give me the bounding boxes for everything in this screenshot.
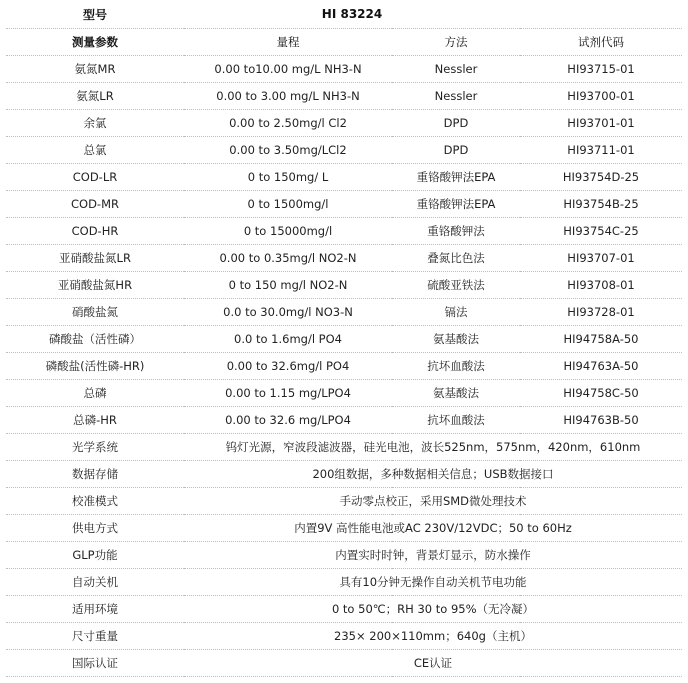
param-range: 0.00 to 0.35mg/l NO2-N: [184, 245, 392, 272]
param-range: 0.00 to10.00 mg/L NH3-N: [184, 56, 392, 83]
param-code: HI93711-01: [520, 137, 682, 164]
model-value: HI 83224: [184, 0, 520, 29]
param-name: 氨氮LR: [6, 83, 184, 110]
spec-row: [6, 542, 682, 569]
param-method: DPD: [392, 137, 520, 164]
spec-value: 手动零点校正，采用SMD微处理技术: [184, 488, 682, 515]
param-row: [6, 164, 682, 191]
model-label: 型号: [6, 0, 184, 29]
param-method: 重铬酸钾法: [392, 218, 520, 245]
param-name: 亚硝酸盐氮HR: [6, 272, 184, 299]
spec-value: CE认证: [184, 650, 682, 677]
spec-table: [6, 0, 682, 677]
spec-value: 235× 200×110mm；640g（主机）: [184, 623, 682, 650]
param-code: HI93707-01: [520, 245, 682, 272]
spec-row: [6, 569, 682, 596]
spec-row: [6, 434, 682, 461]
param-range: 0.00 to 3.50mg/LCl2: [184, 137, 392, 164]
param-code: HI93708-01: [520, 272, 682, 299]
spec-label: 自动关机: [6, 569, 184, 596]
spec-value: 内置实时时钟，背景灯显示，防水操作: [184, 542, 682, 569]
param-method: DPD: [392, 110, 520, 137]
spec-label: 尺寸重量: [6, 623, 184, 650]
spec-table-body: [6, 0, 682, 677]
spec-value: 0 to 50℃；RH 30 to 95%（无冷凝）: [184, 596, 682, 623]
param-row: [6, 137, 682, 164]
header-row: [6, 29, 682, 56]
param-method: 叠氮比色法: [392, 245, 520, 272]
spec-value: 具有10分钟无操作自动关机节电功能: [184, 569, 682, 596]
param-code: HI93715-01: [520, 56, 682, 83]
header-reagent: 试剂代码: [520, 29, 682, 56]
header-range: 量程: [184, 29, 392, 56]
param-row: [6, 353, 682, 380]
spec-row: [6, 650, 682, 677]
param-range: 0.0 to 1.6mg/l PO4: [184, 326, 392, 353]
param-method: Nessler: [392, 83, 520, 110]
param-range: 0 to 1500mg/l: [184, 191, 392, 218]
param-method: 氨基酸法: [392, 380, 520, 407]
param-row: [6, 407, 682, 434]
param-range: 0 to 150mg/ L: [184, 164, 392, 191]
param-row: [6, 299, 682, 326]
param-name: 总氯: [6, 137, 184, 164]
param-code: HI94758A-50: [520, 326, 682, 353]
param-row: [6, 380, 682, 407]
param-method: 抗坏血酸法: [392, 353, 520, 380]
param-code: HI94763A-50: [520, 353, 682, 380]
spec-label: 数据存储: [6, 461, 184, 488]
param-method: 氨基酸法: [392, 326, 520, 353]
param-row: [6, 245, 682, 272]
param-name: 磷酸盐(活性磷-HR): [6, 353, 184, 380]
model-row: [6, 0, 682, 29]
param-range: 0.0 to 30.0mg/l NO3-N: [184, 299, 392, 326]
spec-row: [6, 596, 682, 623]
param-code: HI93700-01: [520, 83, 682, 110]
param-name: 硝酸盐氮: [6, 299, 184, 326]
param-name: 磷酸盐（活性磷）: [6, 326, 184, 353]
param-row: [6, 56, 682, 83]
param-method: Nessler: [392, 56, 520, 83]
param-range: 0 to 15000mg/l: [184, 218, 392, 245]
param-row: [6, 110, 682, 137]
spec-value: 钨灯光源，窄波段滤波器，硅光电池，波长525nm，575nm，420nm，610nm: [184, 434, 682, 461]
param-name: 亚硝酸盐氮LR: [6, 245, 184, 272]
spec-label: 国际认证: [6, 650, 184, 677]
param-range: 0.00 to 3.00 mg/L NH3-N: [184, 83, 392, 110]
param-row: [6, 83, 682, 110]
spec-label: 适用环境: [6, 596, 184, 623]
spec-row: [6, 515, 682, 542]
param-row: [6, 218, 682, 245]
param-range: 0.00 to 1.15 mg/LPO4: [184, 380, 392, 407]
param-range: 0 to 150 mg/l NO2-N: [184, 272, 392, 299]
spec-row: [6, 488, 682, 515]
param-name: 余氯: [6, 110, 184, 137]
spec-label: 光学系统: [6, 434, 184, 461]
param-row: [6, 272, 682, 299]
param-name: COD-HR: [6, 218, 184, 245]
param-method: 抗坏血酸法: [392, 407, 520, 434]
param-method: 重铬酸钾法EPA: [392, 191, 520, 218]
param-range: 0.00 to 2.50mg/l Cl2: [184, 110, 392, 137]
param-code: HI93754D-25: [520, 164, 682, 191]
header-param: 测量参数: [6, 29, 184, 56]
spec-label: 供电方式: [6, 515, 184, 542]
param-name: COD-LR: [6, 164, 184, 191]
param-method: 镉法: [392, 299, 520, 326]
param-code: HI93701-01: [520, 110, 682, 137]
spec-row: [6, 461, 682, 488]
spec-value: 内置9V 高性能电池或AC 230V/12VDC；50 to 60Hz: [184, 515, 682, 542]
param-name: COD-MR: [6, 191, 184, 218]
header-method: 方法: [392, 29, 520, 56]
spec-value: 200组数据，多种数据相关信息；USB数据接口: [184, 461, 682, 488]
param-code: HI93754C-25: [520, 218, 682, 245]
spec-label: 校准模式: [6, 488, 184, 515]
param-code: HI94763B-50: [520, 407, 682, 434]
spec-row: [6, 623, 682, 650]
param-code: HI93754B-25: [520, 191, 682, 218]
param-name: 氨氮MR: [6, 56, 184, 83]
param-method: 重铬酸钾法EPA: [392, 164, 520, 191]
param-range: 0.00 to 32.6 mg/LPO4: [184, 407, 392, 434]
spec-label: GLP功能: [6, 542, 184, 569]
param-name: 总磷: [6, 380, 184, 407]
param-row: [6, 326, 682, 353]
param-code: HI93728-01: [520, 299, 682, 326]
param-code: HI94758C-50: [520, 380, 682, 407]
param-range: 0.00 to 32.6mg/l PO4: [184, 353, 392, 380]
param-row: [6, 191, 682, 218]
param-name: 总磷-HR: [6, 407, 184, 434]
param-method: 硫酸亚铁法: [392, 272, 520, 299]
model-blank: [520, 0, 682, 29]
